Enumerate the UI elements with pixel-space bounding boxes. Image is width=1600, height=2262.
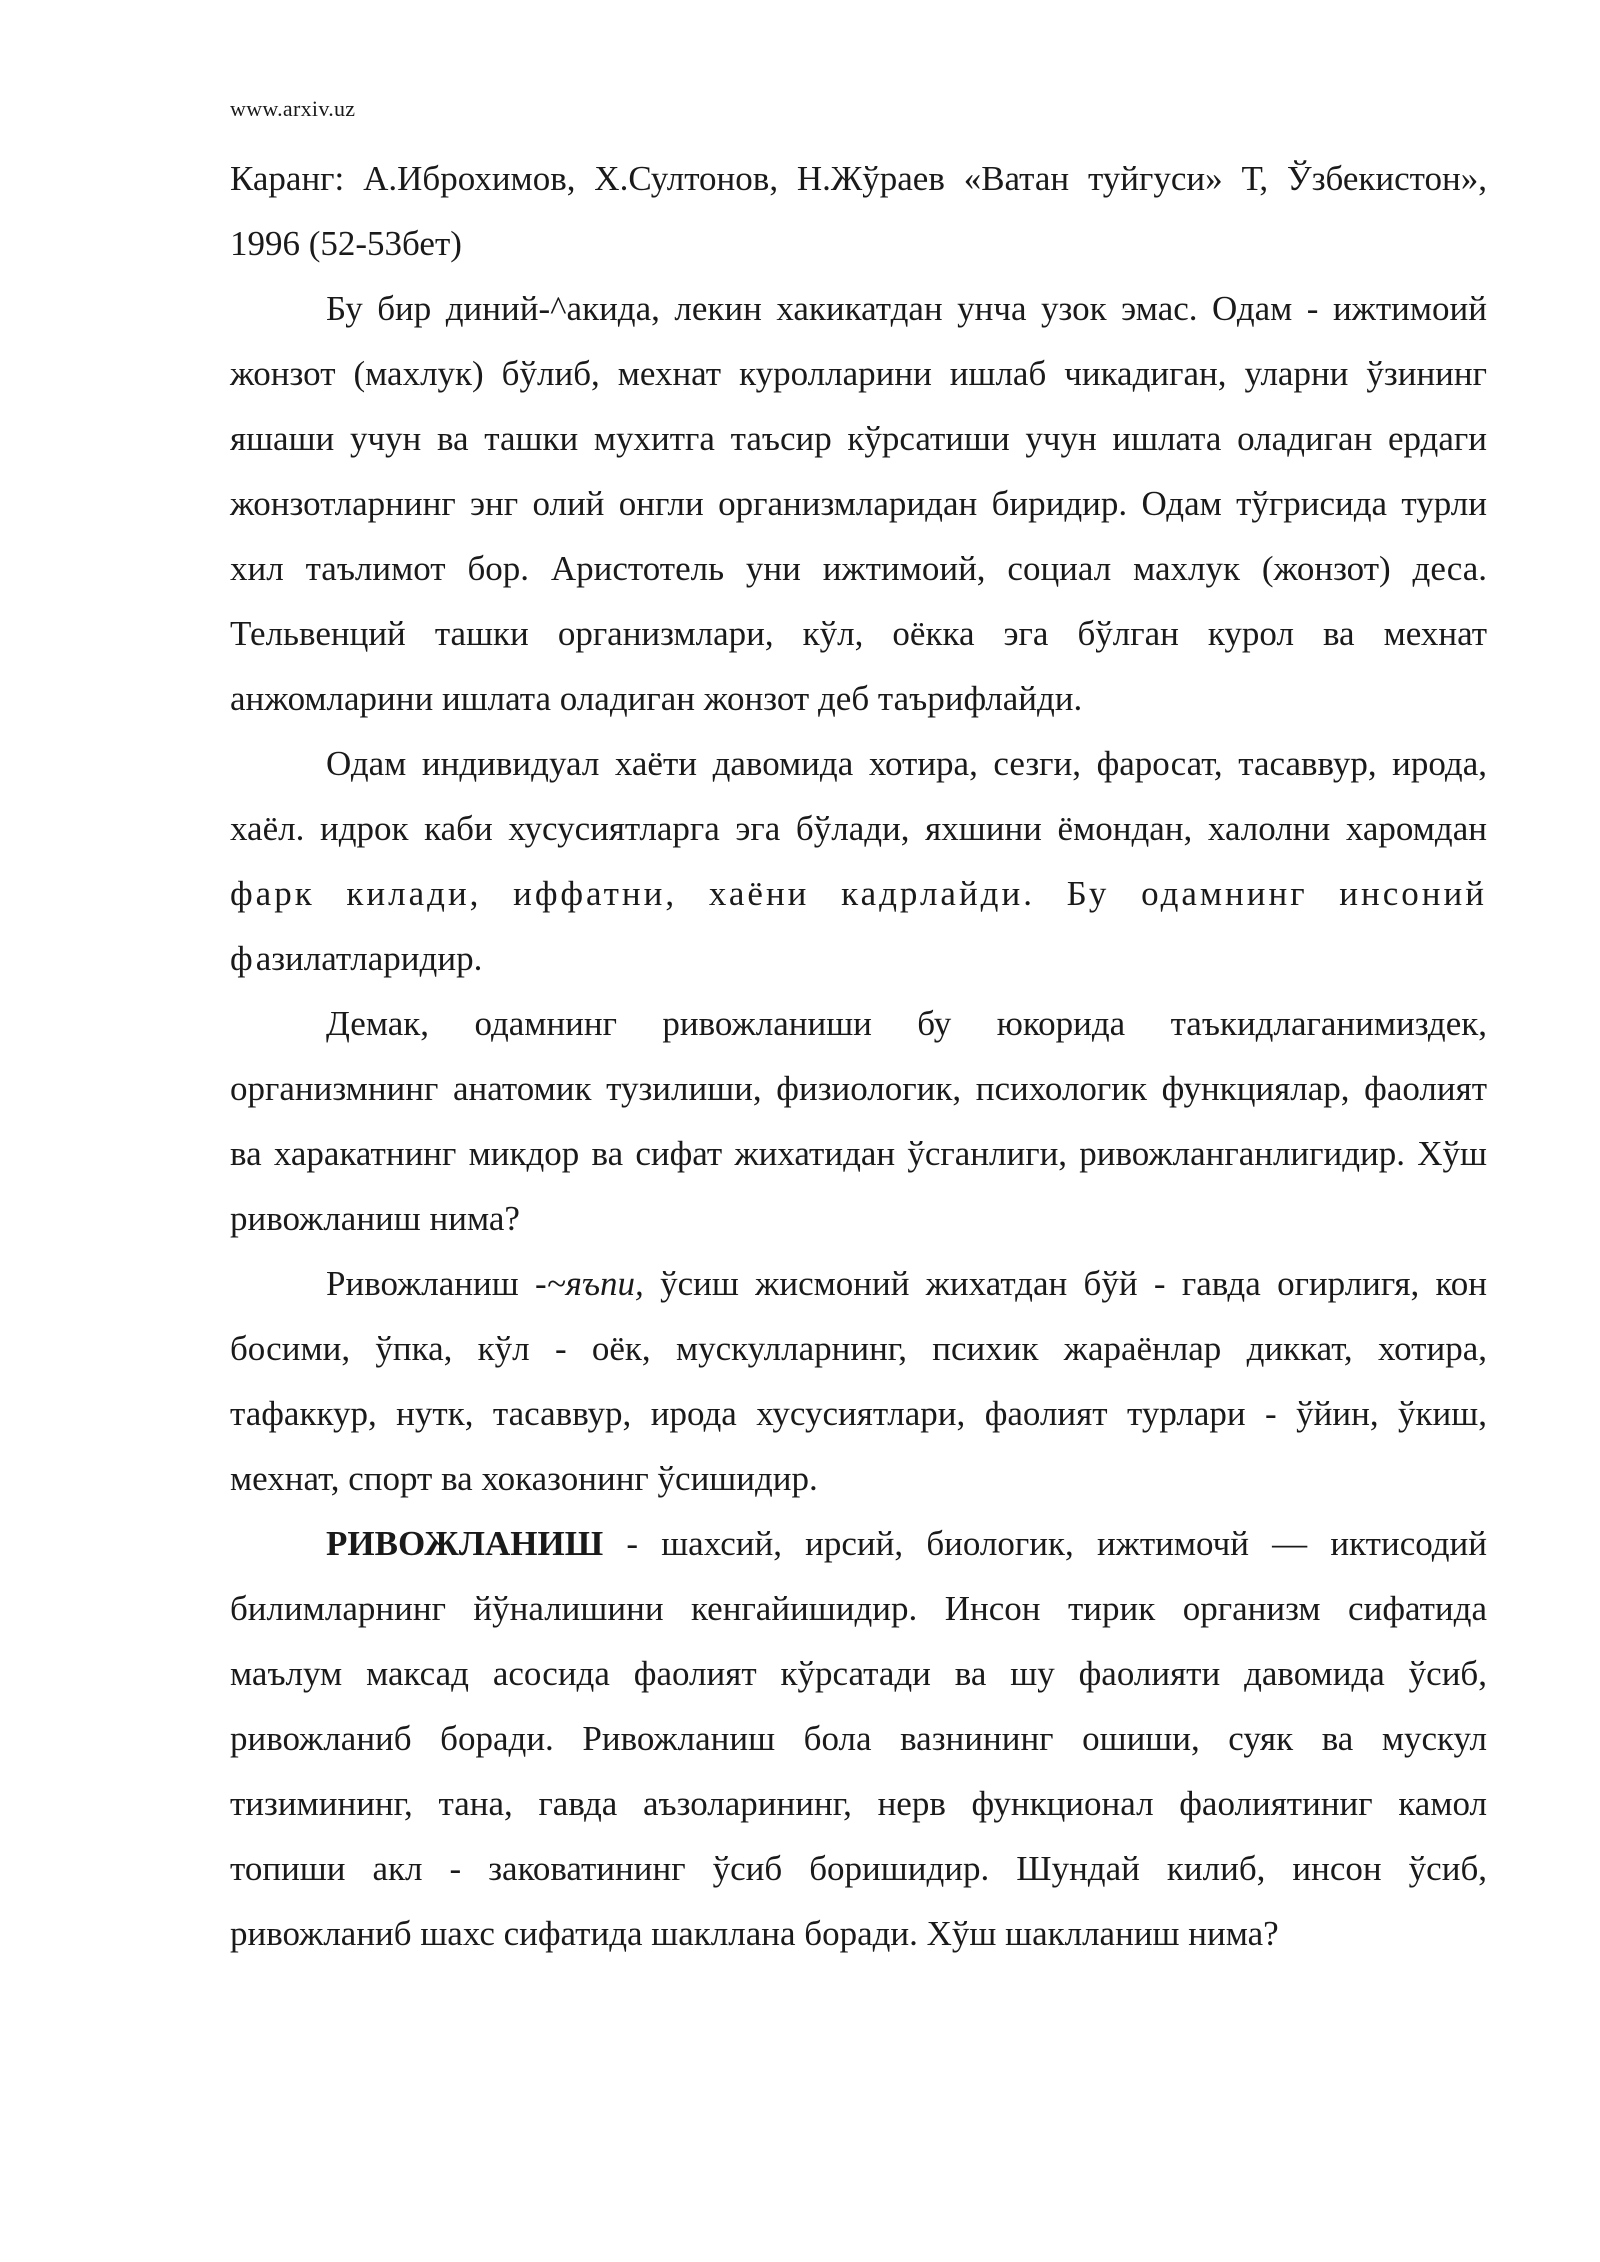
document-body — [230, 146, 1487, 1966]
paragraph-5-part-2: - шахсий, ирсий, биологик, ижтимочй — иктисодий билимларнинг йўналишини кенгайишидир. Инсон тирик организм сифатида маълум максад асосида фаолият кўрсатади ва шу фаолияти давомида ўсиб, ривожланиб боради. Ривожланиш бола вазнининг ошиши, суяк ва мускул тизимининг, тана, гавда аъзоларининг, нерв функционал фаолиятиниг камол топиши акл - заковатининг ўсиб боришидир. Шундай килиб, инсон ўсиб, ривожланиб шахс сифатида шакллана боради. Хўш шаклланиш нима? — [230, 1524, 1487, 1953]
paragraph-3: Демак, одамнинг ривожланиши бу юкорида таъкидлаганимиздек, организмнинг анатомик тузилиши, физиологик, психологик функциялар, фаолият ва харакатнинг микдор ва сифат жихатидан ўсганлиги, ривожланганлигидир. Хўш ривожланиш нима? — [230, 1004, 1487, 1238]
paragraph-1: Бу бир диний-^акида, лекин хакикатдан унча узок эмас. Одам - ижтимоий жонзот (махлук) бўлиб, мехнат куролларини ишлаб чикадиган, уларни ўзининг яшаши учун ва ташки мухитга таъсир кўрсатиши учун ишлата оладиган ердаги жонзотларнинг энг олий онгли организмларидан биридир. Одам тўгрисида турли хил таълимот бор. Аристотель уни ижтимоий, социал махлук (жонзот) деса. Тельвенций ташки организмлари, кўл, оёкка эга бўлган курол ва мехнат анжомларини ишлата оладиган жонзот деб таърифлайди. — [230, 289, 1487, 718]
paragraph-2-part-1: Одам индивидуал хаёти давомида хотира, сезги, фаросат, тасаввур, ирода, хаёл. идрок каби хусусиятларга эга бўлади, яхшини ёмондан, халолни харомдан — [230, 744, 1487, 848]
paragraph-4-part-3: ўсиш жисмоний жихатдан бўй - гавда огирлигя, кон босими, ўпка, кўл - оёк, мускулларнинг, психик жараёнлар диккат, хотира, тафаккур, нутк, тасаввур, ирода хусусиятлари, фаолият турлари - ўйин, ўкиш, мехнат, спорт ва хоказонинг ўсишидир. — [230, 1264, 1487, 1498]
paragraph-4 — [230, 1251, 1487, 1511]
paragraph-5-bold-term: РИВОЖЛАНИШ — [326, 1524, 604, 1563]
paragraph-4-part-1: Ривожланиш - — [326, 1264, 547, 1303]
paragraph-2-spaced-text: фарк килади, иффатни, хаёни кадрлайди. Бу одамнинг инсоний ф — [230, 874, 1487, 978]
paragraph-5 — [230, 1511, 1487, 1966]
paragraph-4-italic-text: ~яъпи, — [546, 1264, 644, 1303]
paragraph-2-part-3: азилатларидир. — [255, 939, 483, 978]
reference-citation: Каранг: А.Иброхимов, Х.Султонов, Н.Жўраев «Ватан туйгуси» Т, Ўзбекистон», 1996 (52-53бет) — [230, 159, 1487, 263]
header-url: www.arxiv.uz — [230, 96, 356, 121]
paragraph-2 — [230, 731, 1487, 991]
